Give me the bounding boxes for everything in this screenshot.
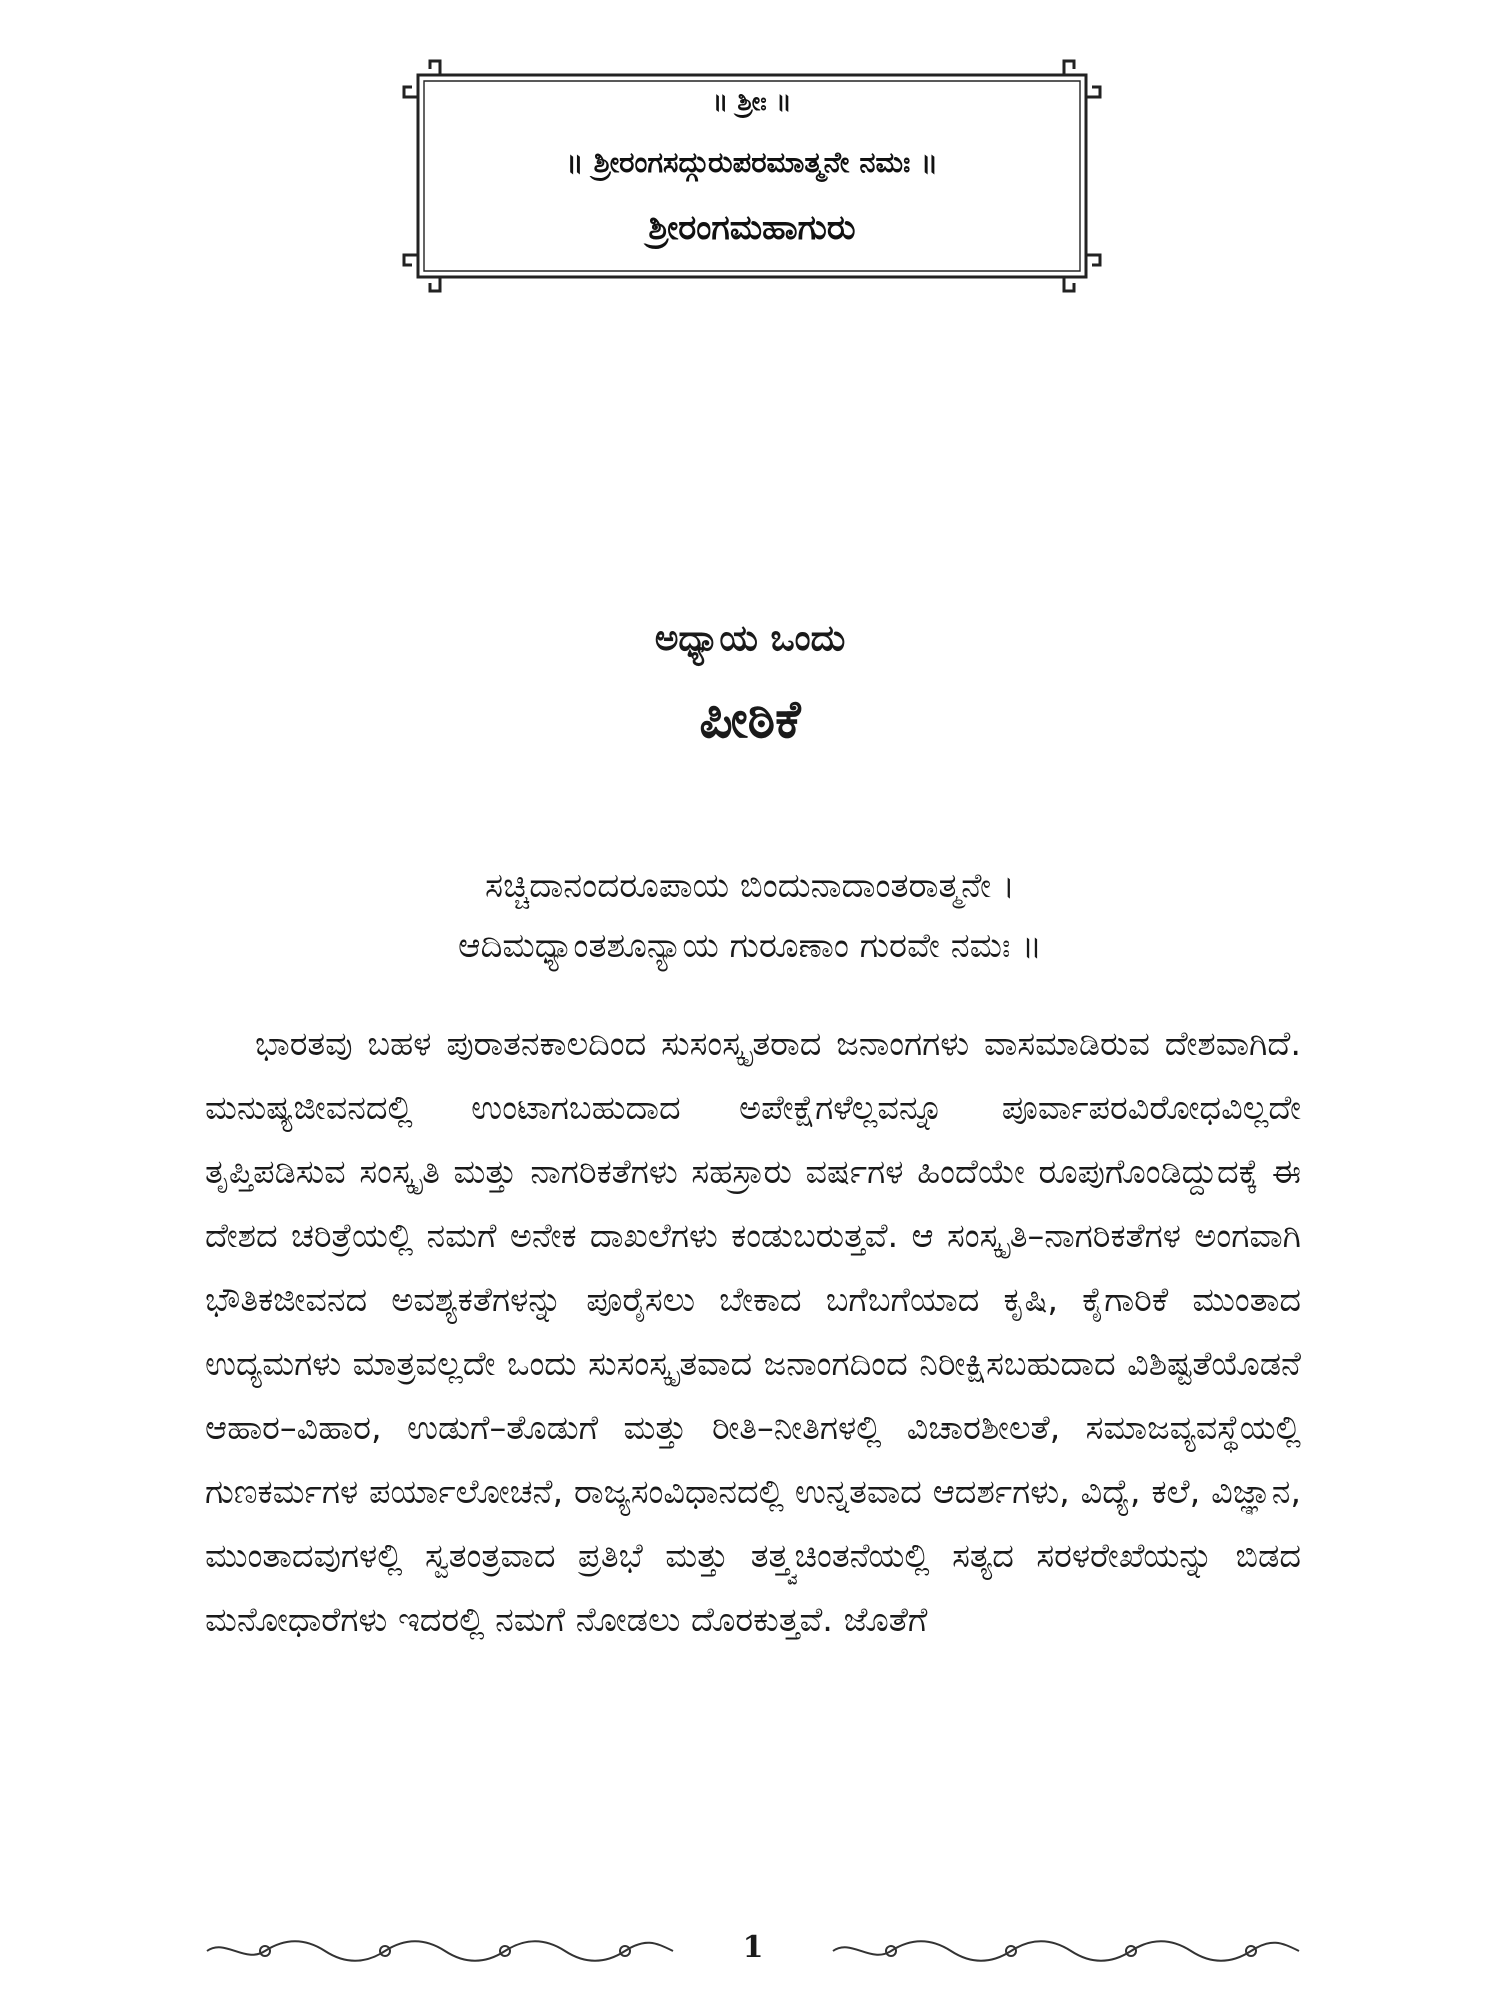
header-ornamental-box — [418, 75, 1086, 277]
header-book-title: ಶ್ರೀರಂಗಮಹಾಗುರು — [648, 208, 856, 248]
header-invocation: ॥ ಶ್ರೀಃ ॥ — [712, 87, 792, 117]
page-footer — [205, 1930, 1301, 1970]
body-paragraph: ಭಾರತವು ಬಹಳ ಪುರಾತನಕಾಲದಿಂದ ಸುಸಂಸ್ಕೃತರಾದ ಜನಾಂಗಗಳು ವಾಸಮಾಡಿರುವ ದೇಶವಾಗಿದೆ. ಮನುಷ್ಯಜೀವನದಲ್ಲಿ ಉಂಟಾಗಬಹುದಾದ ಅಪೇಕ್ಷೆಗಳೆಲ್ಲವನ್ನೂ ಪೂರ್ವಾಪರವಿರೋಧವಿಲ್ಲದೇ ತೃಪ್ತಿಪಡಿಸುವ ಸಂಸ್ಕೃತಿ ಮತ್ತು ನಾಗರಿಕತೆಗಳು ಸಹಸ್ರಾರು ವರ್ಷಗಳ ಹಿಂದೆಯೇ ರೂಪುಗೊಂಡಿದ್ದುದಕ್ಕೆ ಈ ದೇಶದ ಚರಿತ್ರೆಯಲ್ಲಿ ನಮಗೆ ಅನೇಕ ದಾಖಲೆಗಳು ಕಂಡುಬರುತ್ತವೆ. ಆ ಸಂಸ್ಕೃತಿ–ನಾಗರಿಕತೆಗಳ ಅಂಗವಾಗಿ ಭೌತಿಕಜೀವನದ ಅವಶ್ಯಕತೆಗಳನ್ನು ಪೂರೈಸಲು ಬೇಕಾದ ಬಗೆಬಗೆಯಾದ ಕೃಷಿ, ಕೈಗಾರಿಕೆ ಮುಂತಾದ ಉದ್ಯಮಗಳು ಮಾತ್ರವಲ್ಲದೇ ಒಂದು ಸುಸಂಸ್ಕೃತವಾದ ಜನಾಂಗದಿಂದ ನಿರೀಕ್ಷಿಸಬಹುದಾದ ವಿಶಿಷ್ಟತೆಯೊಡನೆ ಆಹಾರ–ವಿಹಾರ, ಉಡುಗೆ–ತೊಡುಗೆ ಮತ್ತು ರೀತಿ–ನೀತಿಗಳಲ್ಲಿ ವಿಚಾರಶೀಲತೆ, ಸಮಾಜವ್ಯವಸ್ಥೆಯಲ್ಲಿ ಗುಣಕರ್ಮಗಳ ಪರ್ಯಾಲೋಚನೆ, ರಾಜ್ಯಸಂವಿಧಾನದಲ್ಲಿ ಉನ್ನತವಾದ ಆದರ್ಶಗಳು, ವಿದ್ಯೆ, ಕಲೆ, ವಿಜ್ಞಾನ, ಮುಂತಾದವುಗಳಲ್ಲಿ ಸ್ವತಂತ್ರವಾದ ಪ್ರತಿಭೆ ಮತ್ತು ತತ್ತ್ವಚಿಂತನೆಯಲ್ಲಿ ಸತ್ಯದ ಸರಳರೇಖೆಯನ್ನು ಬಿಡದ ಮನೋಧಾರೆಗಳು ಇದರಲ್ಲಿ ನಮಗೆ ನೋಡಲು ದೊರಕುತ್ತವೆ. ಜೊತೆಗೆ — [205, 1024, 1301, 1639]
chapter-title: ಪೀಠಿಕೆ — [699, 690, 801, 750]
header-salutation: ॥ ಶ್ರೀರಂಗಸದ್ಗುರುಪರಮಾತ್ಮನೇ ನಮಃ ॥ — [565, 145, 939, 179]
page-number: 1 — [742, 1930, 764, 1965]
footer-right-ornament-icon — [831, 1936, 1301, 1966]
verse-line-2: ಆದಿಮಧ್ಯಾಂತಶೂನ್ಯಾಯ ಗುರೂಣಾಂ ಗುರವೇ ನಮಃ ॥ — [458, 926, 1042, 966]
verse-line-1: ಸಚ್ಚಿದಾನಂದರೂಪಾಯ ಬಿಂದುನಾದಾಂತರಾತ್ಮನೇ । — [485, 866, 1015, 906]
chapter-number: ಅಧ್ಯಾಯ ಒಂದು — [654, 618, 846, 659]
